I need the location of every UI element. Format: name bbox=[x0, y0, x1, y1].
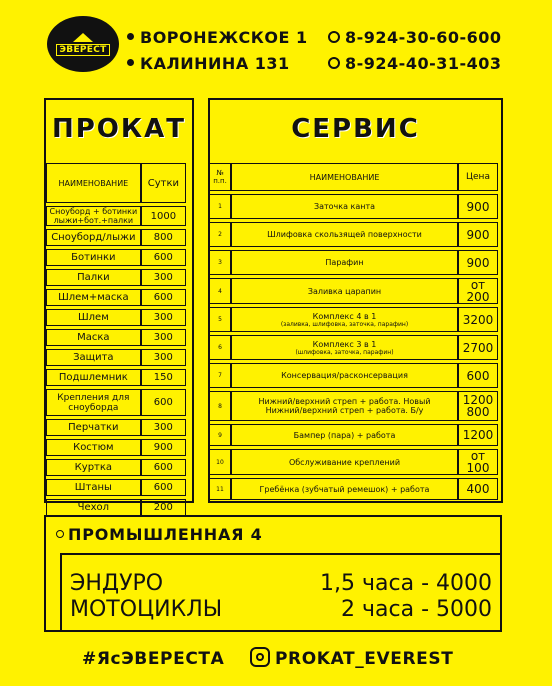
service-row bbox=[209, 222, 498, 247]
rental-item-name: Штаны bbox=[46, 479, 141, 496]
rental-item-price: 600 bbox=[141, 289, 186, 306]
service-item-price-text-2: 800 bbox=[466, 405, 490, 419]
rental-col-name: НАИМЕНОВАНИЕ bbox=[46, 163, 141, 203]
service-item-price bbox=[458, 194, 498, 219]
service-row bbox=[209, 478, 498, 500]
service-row bbox=[209, 449, 498, 475]
service-row bbox=[209, 250, 498, 275]
service-item-name-text: Заточка канта bbox=[313, 202, 376, 211]
rental-row bbox=[46, 459, 186, 476]
service-item-name-text-2: Нижний/верхний стреп + работа. Б/у bbox=[265, 406, 424, 415]
service-item-name bbox=[231, 449, 458, 475]
service-row bbox=[209, 424, 498, 446]
service-item-subtext: (заливка, шлифовка, заточка, парафин) bbox=[280, 320, 409, 328]
rental-row bbox=[46, 229, 186, 246]
service-item-num: 9 bbox=[209, 424, 231, 446]
service-item-num: 5 bbox=[209, 307, 231, 332]
service-item-num: 6 bbox=[209, 335, 231, 360]
rental-item-name: Сноуборд + ботинки лыжи+бот.+палки bbox=[46, 206, 141, 226]
rental-item-price: 1000 bbox=[141, 206, 186, 226]
rental-row bbox=[46, 269, 186, 286]
rental-row bbox=[46, 369, 186, 386]
service-item-name-text: Шлифовка скользящей поверхности bbox=[267, 230, 422, 239]
service-item-price bbox=[458, 278, 498, 304]
rental-row bbox=[46, 349, 186, 366]
rental-header-row bbox=[46, 163, 186, 203]
service-item-price bbox=[458, 363, 498, 388]
whatsapp-icon bbox=[328, 31, 340, 43]
phone-1[interactable]: 8-924-30-60-600 bbox=[328, 28, 502, 47]
moto-price-1: 1,5 часа - 4000 bbox=[320, 571, 492, 596]
service-item-price bbox=[458, 424, 498, 446]
service-item-name bbox=[231, 250, 458, 275]
phone-2[interactable]: 8-924-40-31-403 bbox=[328, 54, 502, 73]
rental-row bbox=[46, 206, 186, 226]
service-item-price-text: 3200 bbox=[462, 312, 494, 327]
service-item-name bbox=[231, 424, 458, 446]
service-item-num: 10 bbox=[209, 449, 231, 475]
service-item-name bbox=[231, 363, 458, 388]
bullet-icon bbox=[127, 59, 134, 66]
rental-row bbox=[46, 289, 186, 306]
service-item-price bbox=[458, 478, 498, 500]
service-col-price: Цена bbox=[458, 163, 498, 191]
rental-item-name: Перчатки bbox=[46, 419, 141, 436]
service-item-num: 2 bbox=[209, 222, 231, 247]
service-item-name bbox=[231, 222, 458, 247]
rental-title: ПРОКАТ bbox=[51, 114, 187, 144]
rental-item-name: Подшлемник bbox=[46, 369, 141, 386]
rental-row bbox=[46, 329, 186, 346]
service-col-name: НАИМЕНОВАНИЕ bbox=[231, 163, 458, 191]
rental-item-price: 300 bbox=[141, 349, 186, 366]
moto-enduro: ЭНДУРО bbox=[70, 571, 164, 596]
service-item-price bbox=[458, 307, 498, 332]
rental-item-price: 600 bbox=[141, 459, 186, 476]
rental-item-price: 150 bbox=[141, 369, 186, 386]
rental-row bbox=[46, 309, 186, 326]
address-1: ВОРОНЕЖСКОЕ 1 bbox=[127, 28, 308, 47]
service-item-name bbox=[231, 278, 458, 304]
service-item-num: 8 bbox=[209, 391, 231, 421]
service-item-name bbox=[231, 335, 458, 360]
service-title: СЕРВИС bbox=[291, 114, 420, 144]
moto-box bbox=[44, 515, 502, 632]
instagram-icon bbox=[250, 647, 270, 667]
service-row bbox=[209, 278, 498, 304]
rental-row bbox=[46, 499, 186, 516]
service-item-price-text: 600 bbox=[466, 368, 490, 383]
service-item-price-text: 1200 bbox=[462, 428, 494, 442]
service-item-price-text: 2700 bbox=[462, 340, 494, 355]
service-header-row bbox=[209, 163, 498, 191]
service-item-price bbox=[458, 391, 498, 421]
service-row bbox=[209, 194, 498, 219]
service-item-name-text: Комплекс 4 в 1 bbox=[312, 311, 377, 321]
service-table bbox=[209, 160, 498, 503]
rental-row bbox=[46, 479, 186, 496]
service-item-name-text: Бампер (пара) + работа bbox=[293, 430, 396, 440]
service-item-price-text: 1200 bbox=[462, 393, 494, 407]
rental-row bbox=[46, 389, 186, 416]
rental-item-name: Костюм bbox=[46, 439, 141, 456]
rental-item-price: 600 bbox=[141, 389, 186, 416]
rental-row bbox=[46, 249, 186, 266]
service-item-name bbox=[231, 194, 458, 219]
service-item-num: 4 bbox=[209, 278, 231, 304]
service-item-price bbox=[458, 222, 498, 247]
service-row bbox=[209, 363, 498, 388]
rental-item-price: 300 bbox=[141, 329, 186, 346]
service-item-price-text: 900 bbox=[466, 255, 490, 270]
service-item-name bbox=[231, 307, 458, 332]
moto-motorcycles: МОТОЦИКЛЫ bbox=[70, 597, 223, 622]
service-item-name-text: Комплекс 3 в 1 bbox=[312, 339, 377, 349]
rental-item-name: Чехол bbox=[46, 499, 141, 516]
everest-logo bbox=[47, 16, 119, 72]
service-item-name bbox=[231, 478, 458, 500]
service-col-num: № п.п. bbox=[209, 163, 231, 191]
service-item-name-text: Заливка царапин bbox=[307, 286, 382, 296]
rental-item-name: Крепления для сноуборда bbox=[46, 389, 141, 416]
service-item-num: 1 bbox=[209, 194, 231, 219]
service-item-name-text: Обслуживание креплений bbox=[288, 457, 401, 467]
service-item-name bbox=[231, 391, 458, 421]
rental-table bbox=[46, 160, 186, 519]
service-item-price bbox=[458, 335, 498, 360]
address-2: КАЛИНИНА 131 bbox=[127, 54, 290, 73]
rental-item-name: Маска bbox=[46, 329, 141, 346]
rental-item-name: Ботинки bbox=[46, 249, 141, 266]
rental-item-name: Куртка bbox=[46, 459, 141, 476]
service-item-price-text: 400 bbox=[466, 482, 490, 496]
service-row bbox=[209, 335, 498, 360]
rental-row bbox=[46, 419, 186, 436]
rental-row bbox=[46, 439, 186, 456]
rental-item-name: Палки bbox=[46, 269, 141, 286]
service-item-name-text: Консервация/расконсервация bbox=[281, 371, 408, 380]
moto-location: ПРОМЫШЛЕННАЯ 4 bbox=[56, 525, 263, 544]
service-item-price-text: 900 bbox=[466, 227, 490, 242]
rental-item-price: 600 bbox=[141, 249, 186, 266]
rental-item-name: Защита bbox=[46, 349, 141, 366]
rental-item-price: 300 bbox=[141, 309, 186, 326]
rental-item-name: Сноуборд/лыжи bbox=[46, 229, 141, 246]
logo-text: ЭВЕРЕСТ bbox=[56, 44, 109, 56]
service-item-price bbox=[458, 449, 498, 475]
rental-col-day: Сутки bbox=[141, 163, 186, 203]
moto-inner bbox=[60, 553, 500, 630]
service-item-price-text: 900 bbox=[466, 199, 490, 214]
rental-item-price: 300 bbox=[141, 269, 186, 286]
rental-item-name: Шлем+маска bbox=[46, 289, 141, 306]
rental-item-price: 600 bbox=[141, 479, 186, 496]
rental-item-price: 800 bbox=[141, 229, 186, 246]
service-row bbox=[209, 391, 498, 421]
mountain-icon bbox=[73, 33, 93, 42]
service-item-num: 11 bbox=[209, 478, 231, 500]
service-item-price-text: от 100 bbox=[466, 449, 490, 475]
service-item-subtext: (шлифовка, заточка, парафин) bbox=[295, 348, 394, 356]
bullet-icon bbox=[127, 33, 134, 40]
service-item-price-text: от 200 bbox=[466, 278, 490, 304]
rental-item-price: 900 bbox=[141, 439, 186, 456]
bullet-icon bbox=[56, 530, 64, 538]
rental-item-price: 200 bbox=[141, 499, 186, 516]
service-row bbox=[209, 307, 498, 332]
service-item-num: 7 bbox=[209, 363, 231, 388]
moto-price-2: 2 часа - 5000 bbox=[341, 597, 492, 622]
service-item-name-text: Гребёнка (зубчатый ремешок) + работа bbox=[259, 484, 430, 494]
footer-hashtag: #ЯсЭВЕРЕСТА bbox=[82, 649, 225, 669]
service-item-name-text: Парафин bbox=[325, 258, 364, 267]
service-item-name-text: Нижний/верхний стреп + работа. Новый bbox=[258, 397, 431, 406]
service-item-price bbox=[458, 250, 498, 275]
whatsapp-icon bbox=[328, 57, 340, 69]
rental-item-price: 300 bbox=[141, 419, 186, 436]
footer-instagram[interactable]: PROKAT_EVEREST bbox=[250, 649, 453, 669]
rental-item-name: Шлем bbox=[46, 309, 141, 326]
service-item-num: 3 bbox=[209, 250, 231, 275]
